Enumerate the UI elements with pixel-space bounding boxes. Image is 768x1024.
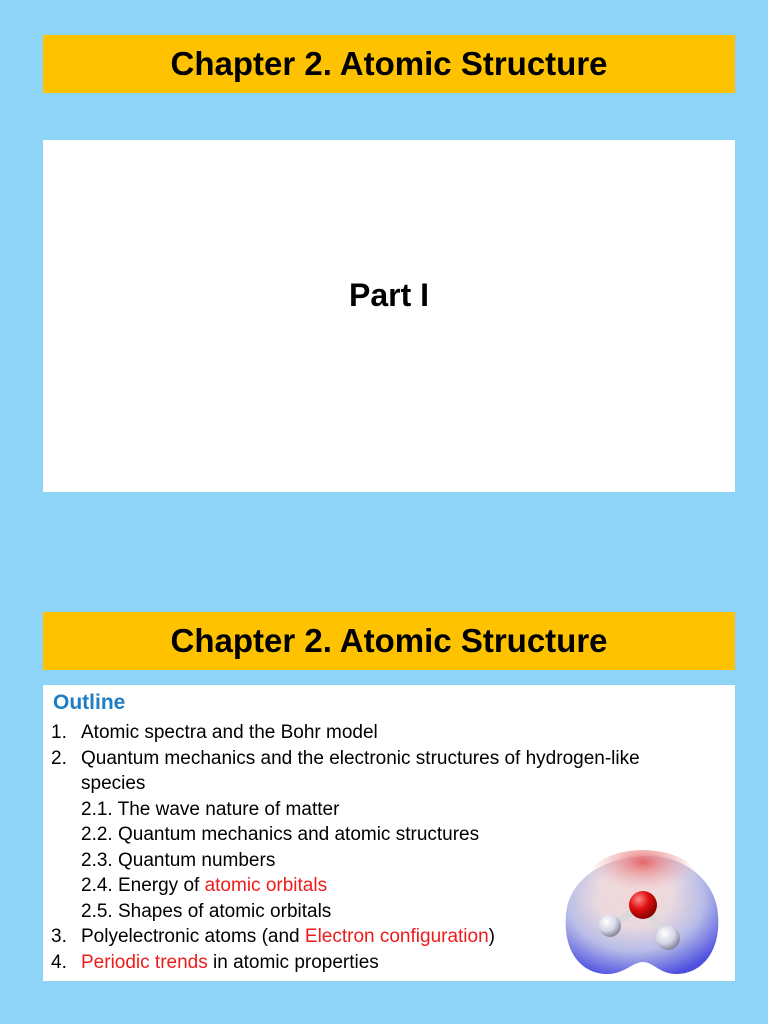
slide2-title-bar — [43, 612, 735, 670]
item-text: Quantum mechanics and the electronic structures of hydrogen-like — [81, 748, 640, 769]
highlight-text: Periodic trends — [81, 952, 208, 973]
item-text: ) — [488, 926, 495, 947]
subitem-text: 2.2. Quantum mechanics and atomic structures — [81, 824, 480, 845]
slide1-title-bar — [43, 35, 735, 93]
slide1-title: Chapter 2. Atomic Structure — [170, 45, 608, 82]
item-text: species — [81, 773, 146, 794]
item-number: 3. — [51, 926, 67, 947]
subitem-text: 2.5. Shapes of atomic orbitals — [81, 901, 332, 922]
item-text: Atomic spectra and the Bohr model — [81, 722, 378, 743]
subitem-text: 2.4. Energy of — [81, 875, 205, 896]
outline-heading: Outline — [53, 691, 126, 714]
part-title: Part I — [348, 277, 430, 313]
item-text: Polyelectronic atoms (and — [81, 926, 305, 947]
item-text: in atomic properties — [207, 952, 379, 973]
item-number: 1. — [51, 722, 67, 743]
item-number: 4. — [51, 952, 67, 973]
slide2-title: Chapter 2. Atomic Structure — [170, 622, 608, 659]
highlight-text: Electron configuration — [304, 926, 489, 947]
slide1-content-panel — [43, 140, 735, 492]
subitem-text: 2.3. Quantum numbers — [81, 850, 276, 871]
subitem-text: 2.1. The wave nature of matter — [81, 799, 340, 820]
water-molecule-icon — [558, 850, 728, 980]
highlight-text: atomic orbitals — [204, 875, 328, 896]
item-number: 2. — [51, 748, 67, 769]
